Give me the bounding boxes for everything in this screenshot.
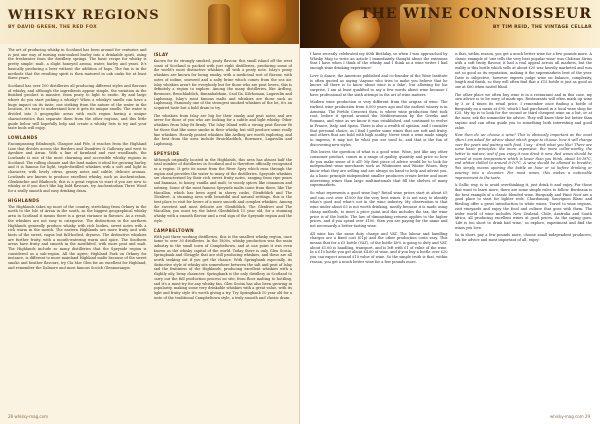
body-paragraph: Encompassing Edinburgh, Glasgow and Fife, it reaches from the Highland Line that divides across the Borders and Dumfries & Galloway and west to Ayrshire and Arran. With a line of farmland and vast woodlands, the Lowlands is one of the most charming and accessible whisky regions in Scotland. The rolling climate and the land makes it ideal for growing barley, and it is famous for light, triple-distilled whiskies with a soft and light in character, with lovely citrus, grassy notes and subtle, delicate aromas. Lowlands are known to produce excellent whisky, such as Auchentoshan, Glenkinchie and Bladnoch; this is a great region to start if you are new to whisky or if you don't like big bold flavours, try Auchentoshan Three Wood for a really smooth and easy drinking dram.	[8, 141, 147, 193]
body-paragraph: Known for its strongly smoked, peaty flavour, this small island off the west coast of Scotland is packed with just eight distilleries, producing some of the world's most distinctive whiskies, all with a peaty note. Islay's peaty whiskies are known for being smoky, with a medicinal sort of flavour, with notes of iodine, seaweed and a salty brine which comes from the sea air. Islay whiskies aren't for everybody but for those who are peat lovers, this is definitely a region to explore. Among the many distilleries, like Ardbeg, Bowmore, Bruichladdich, Bunnahabhain, Caol Ila, Kilchoman, Lagavulin and Laphroaig, Islay's most famous malts and whiskies are those such as Laphroaig. Famously one of the strongest smoked whiskies of the lot, it's an acquired taste but a bold dram to try.	[153, 59, 292, 111]
body-paragraph: With just three working distilleries, this is the smallest whisky region, once home to over 30 distilleries. In the 1800s, whisky production was the main industry in the small town of Campbeltown, and at one point it was even known as the whisky capital of the world. Today there is only Glen Scotia, Springbank and Glengyle that are still producing whiskies, and these are all worth seeking out if you get the chance. With Springbank especially, its distinctive style of whisky sits somewhere between the salt and peat of Islay and the fruitiness of the Highlands, producing excellent whiskies with a slightly oily, briny character. Springbank is the only distillery in Scotland to carry out the full production process on site, from floor malting to bottling, and it's a must-try for any whisky fan. Glen Scotia has also been growing in popularity, making some very drinkable whiskies with a great value, with its light and fruity style it's worth giving a try. Try Springbank 10 year old for a taste of the traditional Campbeltown style, a truly smooth and classic dram.	[153, 234, 292, 300]
article-byline: BY DAVID GREEN, THE RED FOX	[8, 25, 98, 30]
body-paragraph: This leaves the question of what is a good wine. Wine, just like any other consumer product, comes in a range of quality, quantity and price so how do you make sense of it all? My first piece of advice would be to look for independent wine merchants such as Whitmores and Winter Wines, they know what they are selling and are always on hand to help and advise you. As a basic principle independent smaller producers create better and more interesting wines than large multinationals that fill the shelves of many supermarkets.	[310, 150, 448, 188]
section-heading: CAMPBELTOWN	[153, 227, 195, 233]
article-title: WHISKY REGIONS	[8, 8, 160, 23]
article-byline: BY TIM REID, THE VINTAGE CELLAR	[492, 25, 592, 30]
body-paragraph: The Highlands takes up most of the country, stretching from Orkney in the north to the Isle of Arran in the south, as the biggest geographical whisky area in Scotland it means there is a great variance in flavours. As a result, the whiskies are not easy to categorise. The distinctions in the northern Highlands generally produce whisky with rich bodies, sweet notes with a rich warm in the mouth. The eastern Highlands are more fruity and with hints of the sweet, vague but full-bodied, dryness. The distinctive whiskies are further fruity, with a mouth-watering warm and spice. The Southern areas have fruity and smooth in the mouthfeel, with more peat and malt. The Highlands include so many distilleries that the Speyside region is considered as a sub-region. All the agree; Highland Park on Orkney for instance, is different to more mainland Highland malts because of the sweet smoke and heather flavours, try Cla Mor Glen for an excellent for Highland, and remember the Dalmore and most famous Scotch Glenmorangie.	[8, 204, 147, 270]
body-paragraph: The whiskies from Islay are big for their smoky and peat notes and are never for those of you who are looking for a subtle and light whisky. Other whiskies from Islay fit firmly. The Islay Island with a strong peat flavour fit for those that like some smoke in their whisky, but still produce some really fine whiskies. Heavily peated whiskies like Ardbeg are worth exploring, and the best from the area include Bruichladdich, Bowmore, Lagavulin and Laphroaig.	[153, 113, 292, 146]
whisky-glass-image	[240, 0, 286, 44]
left-article-columns	[8, 48, 292, 410]
body-paragraph: So what represents a good wine buy? Retail wine prices start at about £5 and can cost over £1000 for the very best wines. It is not easy to identify what's good and what's not in the wine industry. My observation is that wine under about £5 is not worth drinking, mostly because it is made using cheap methods, to meet a price point and this includes the tax, the wine price is of the bottle. The law of diminishing returns applies to the higher prices, and if you spend over £100, then you are paying for the name and not necessarily a better tasting wine.	[310, 190, 448, 228]
body-paragraph: Although originally located in the Highlands, this area has almost half the total number of distilleries in Scotland and is therefore officially recognised as a region. It gets its name from the River Spey which runs through the region and provides the water to many of the distilleries. Speyside whiskies are characterised by their rich sweet fruity notes, ranging from ripe pears and bananas, to honey, vanilla and malt, to woody spices like cinnamon and nutmeg. Some of the most famous Speyside malts come from there, like The Macallan, which has been aged in sherry casks, Glenfiddich and The Glenlivet. A stunning area with beautiful and natural settings, this is the best place to visit for lovers of a more smooth and complex whiskies. Among the sweetest and most delicate are Glenfiddich, The Glenlivet and The Macallan; you must try the latest Glenfiddich 15 year old, for a stunning whisky with a smooth flavour and a real sign of the Speyside region and the style.	[153, 157, 292, 223]
body-paragraph: is that, within reason, you get a much better wine for a few pounds more. A classic example of 'one tells the very best popular wine' was Château Sirius with a soft fruity flavour, it had a real appeal across all markets, but the reality is this bottle which sells at about £20 was heavily marketed and was not so good as its reputation, making it the supermarkets best of the year. Taste is subjective, however experts judge wine on balance, complexity, length and finish, so they will often find that a £15 bottle is just as good as one at £60 when tasted blind.	[454, 52, 592, 89]
body-paragraph: All wine has the same duty charge and VAT. The labour and handling charges are a fixed cost (£1p) and the other production costs vary. This means that for a £5 bottle (VAT), of the bottle 40% is going to duty and VAT, about £1.60 is handling, transport, and is left with £1 of value of the wine. In a £10 bottle you get about £4.60 of wine, and if you buy a bottle over £20 you can expect around £10 value of wine. So the simple truth is that, within reason, you get a much better wine for a few pounds more.	[310, 231, 448, 264]
body-paragraph: How then do we choose a wine? This is obviously important as the most often I am asked for advice about which grape to choose, how it will change over the years and pairing with food, I say - drink what you like! There are some basic principles: the more expensive, the more cellar-worthy, the better to mature, and if you enjoy it now drink it now. Red wines should be served at room temperature which is lower than you think, about 16-18°C, and whites chilled to around 8-10°C. A wine should be allowed to breathe; this simply means opening the bottle an hour or so before drinking or pouring into a decanter. For most wines, this makes a noticeable improvement to the taste.	[454, 133, 592, 180]
body-paragraph: A Gallic way, is to avoid overthinking it, just drink it and enjoy. For those that want to learn more, there are some simple rules to follow. Bordeaux is the best example of a classic blended wine, Burgundy and Pinot Noir are a good place to start for lighter reds. Chardonnay, Sauvignon Blanc and Riesling offer a great introduction to white wines. Travel to wine regions, visit vineyards and enjoy the food and culture that goes with them. The wider world of wine includes New Zealand, Chile, Australia and South Africa, all producing excellent wines at good prices. As the saying goes, 'Life is too short to drink bad wine,' so explore, experiment and find the wines you love.	[454, 183, 592, 230]
right-column-1	[310, 52, 448, 410]
body-paragraph: The other place we often buy wine is in a restaurant and in this case, my own advice is to be wary of mark-ups. Restaurants will often mark up wine by 3 or 4 times its retail price. I remember once finding a bottle of Burgundy on a menu at £95, which I had purchased in a local wine shop for £25. My tip is to look for the second or third cheapest wine on a list, or at the most, ask the sommelier for advice. They will know their list better than anyone and can often guide you to something both interesting and good value.	[454, 92, 592, 130]
body-paragraph: So in short, pay a few pounds more, choose small independent producers, ask for advice and most important of all, enjoy!	[454, 233, 592, 243]
body-paragraph: I have recently celebrated my 60th Birthday, so when I was approached by Whisky Mag to write an article I immediately thought about the extremes that I have when I think of the whisky and I think as a wine writer I had enough wine drinking experience!	[310, 52, 448, 71]
right-column-2	[455, 52, 593, 410]
article-title: THE WINE CONNOISSEUR	[360, 6, 592, 22]
body-paragraph: Love & dance, the Americas published and co-founder of the Wine Institute is often quoted as saying 'Anyone who tries to make you believe that he knows all there is to know about wine is a fake', but allowing for his surprise, I am at least qualified to say a few words about wine because I have professional at the sixth attempt in the art of wine matters.	[310, 73, 448, 97]
body-paragraph: Scotland has over 100 distilleries all producing different styles and flavours of whisky, and although the ingredients appear simple, the variation in the finished product is massive, from peaty to light to exotic. By and large where do you start picking a whisky? When a whisky's smells can have a huge impact on its taste, one striking from the nature of the water in the location, it's easy to understand how it gets its unique smells. The water is divided into 5 geographic areas with each region having a unique characteristics that separate them from the other regions, and this little guide below will hopefully help and create a whisky lists to try and your taste buds will enjoy.	[8, 83, 147, 131]
left-column-2	[154, 48, 293, 410]
page-footer: whisky-mag.com 29	[550, 414, 590, 419]
section-heading: SPEYSIDE	[153, 150, 180, 156]
right-page	[300, 0, 600, 424]
whisky-bottle-image	[208, 4, 230, 44]
section-heading: ISLAY	[153, 52, 169, 57]
left-column-1	[8, 48, 147, 410]
body-paragraph: Modern wine production is very different from the origins of wine. The earliest wine production from 6,000 years ago and the earliest winery is in Armenia. The Fertile Crescent then, is where wine production first took root, before it spread around the Mediterranean by the Greeks and Romans, and wine as we know it was established, and continued to evolve in France, Italy, and Spain. There is also a wealth of opinion, and I consider that personal choice, as I find I prefer some wines that are soft and fruity, and others that are bold with high acidity. Never trust a wine made simply to impress, it may not be what you are used to, and that is the fun of discovering new styles.	[310, 100, 448, 147]
page-footer: 28 whisky-mag.com	[8, 414, 48, 419]
wine-header-banner	[300, 0, 600, 48]
right-article-columns	[310, 52, 592, 410]
whisky-header-banner	[0, 0, 300, 44]
section-heading: HIGHLANDS	[8, 197, 40, 203]
section-heading: LOWLANDS	[8, 134, 38, 140]
body-paragraph: The art of producing whisky in Scotland has been around for centuries and is just one way of turning rain-soaked barley into a drinkable spirit, using the freshwater from the distillery springs. The basic recipe for whisky is pretty simple: malt, a slight honeyed aroma, water, barley and yeast. It's basically producing a beer without the addition of hops. The fun is in the methods that the resulting spirit is then matured in oak casks for at least three years.	[8, 48, 147, 81]
